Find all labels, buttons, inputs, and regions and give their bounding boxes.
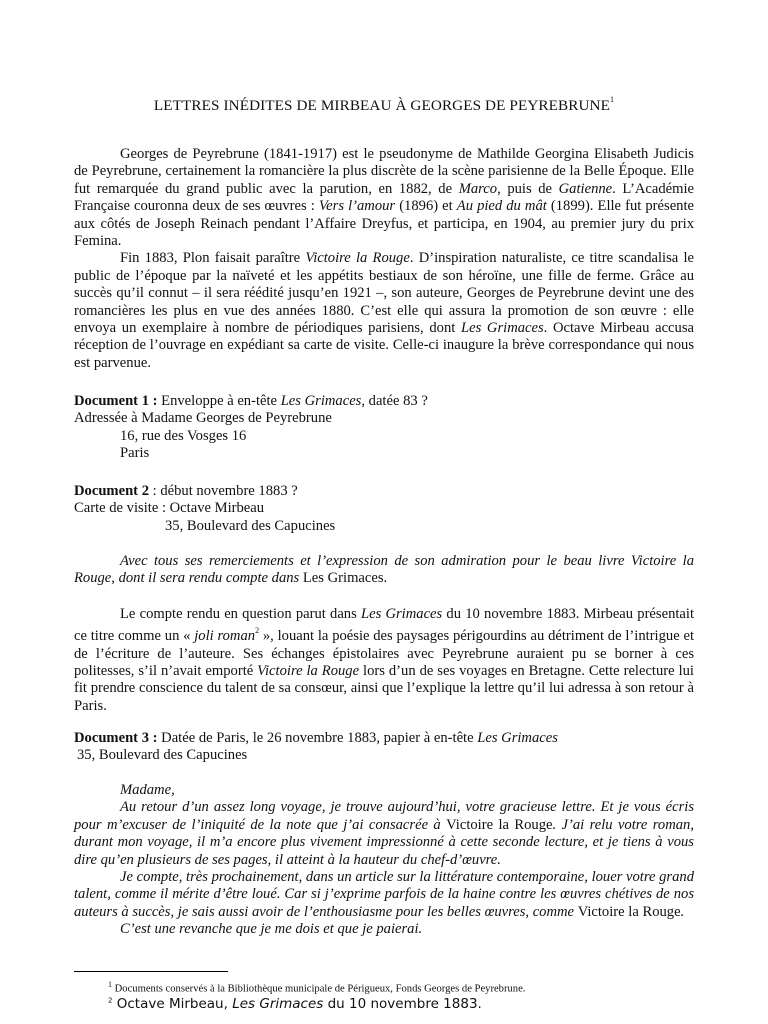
document-2-card: Carte de visite : Octave Mirbeau xyxy=(74,500,265,517)
document-3-heading: Document 3 : Datée de Paris, le 26 novembre 1883, papier à en-tête Les Grimaces xyxy=(74,730,558,746)
document-2-card-text: Avec tous ses remerciements et l’expression de son admiration pour le beau livre Victoire la Rouge, dont il sera rendu compte dans Les Grimaces. xyxy=(74,553,694,587)
document-1 xyxy=(74,393,694,463)
footnote-divider xyxy=(74,971,228,972)
intro-paragraph-2: Fin 1883, Plon faisait paraître Victoire la Rouge. D’inspiration naturaliste, ce titre scandalisa le public de l’époque par la naïveté et les appétits bestiaux de son héroïne, une fille de ferme. Grâce au succès qu’il connut – il sera réédité jusqu’en 1921 –, son auteure, Georges de Peyrebrune devint une des romancières les plus en vue des années 1880. C’est elle qui assura la promotion de son œuvre : elle envoya un exemplaire à nombre de périodiques parisiens, dont Les Grimaces. Octave Mirbeau accusa réception de l’ouvrage en expédiant sa carte de visite. Celle-ci inaugure la brève correspondance qui nous est parvenue. xyxy=(74,250,694,371)
letter-salutation: Madame, xyxy=(120,782,175,798)
letter-paragraph-1: Au retour d’un assez long voyage, je trouve aujourd’hui, votre gracieuse lettre. Et je vous écris pour m’excuser de l’iniquité de la note que j’ai consacrée à Victoire la Rouge. J’ai relu votre roman, durant mon voyage, il m’a encore plus vivement impressionné à cette seconde lecture, et je tiens à vous dire qu’en plusieurs de ses pages, il atteint à la hauteur du chef-d’œuvre. xyxy=(74,799,694,868)
footnote-ref-1[interactable]: 1 xyxy=(609,95,615,104)
letter-paragraph-3: C’est une revanche que je me dois et que je paierai. xyxy=(120,921,423,938)
document-1-heading: Document 1 : Enveloppe à en-tête Les Grimaces, datée 83 ? xyxy=(74,393,428,409)
document-2-card-address: 35, Boulevard des Capucines xyxy=(165,517,336,534)
document-1-address-city: Paris xyxy=(120,445,150,462)
intro-section xyxy=(74,146,694,372)
document-2 xyxy=(74,483,694,535)
document-2-heading: Document 2 : début novembre 1883 ? xyxy=(74,483,298,499)
footnote-ref-2[interactable]: 2 xyxy=(255,626,260,636)
letter-body xyxy=(74,782,694,939)
commentary-paragraph: Le compte rendu en question parut dans Les Grimaces du 10 novembre 1883. Mirbeau présentait ce titre comme un « joli roman$^2$ », louant la poésie des paysages périgourdins au détriment de l’intrigue et de l’écriture de l’auteure. Ses échanges épistolaires avec Peyrebrune auraient pu se borner à ces politesses, s’il n’avait emporté Victoire la Rouge lors d’un de ses voyages en Bretagne. Cette relecture lui fit prendre conscience du talent de sa consœur, ainsi que l’explique la lettre qu’il lui adressa à son retour à Paris. xyxy=(74,606,695,714)
letter-paragraph-2: Je compte, très prochainement, dans un article sur la littérature contemporaine, louer votre grand talent, comme il mérite d’être loué. Car si j’exprime parfois de la haine contre les œuvres chétives de nos auteurs à succès, je sais aussi avoir de l’enthousiasme pour les belles œuvres, comme Victoire la Rouge. xyxy=(74,869,694,920)
document-1-address-name: Adressée à Madame Georges de Peyrebrune xyxy=(74,410,332,427)
document-1-address-street: 16, rue des Vosges 16 xyxy=(120,427,247,444)
page-title: LETTRES INÉDITES DE MIRBEAU À GEORGES DE PEYREBRUNE$^1$ xyxy=(153,95,615,114)
intro-paragraph-1: Georges de Peyrebrune (1841-1917) est le pseudonyme de Mathilde Georgina Elisabeth Judicis de Peyrebrune, certainement la romancière la plus discrète de la scène parisienne de la Belle Époque. Elle fut remarquée du grand public avec la parution, en 1882, de Marco, puis de Gatienne. L’Académie Française couronna deux de ses œuvres : Vers l’amour (1896) et Au pied du mât (1899). Elle fut présente aux côtés de Joseph Reinach pendant l’Affaire Dreyfus, et participa, en 1904, au premier jury du prix Femina. xyxy=(74,146,694,250)
document-3-address: 35, Boulevard des Capucines xyxy=(77,747,248,764)
document-3 xyxy=(74,730,694,765)
footnote-2: $^2$ Octave Mirbeau, Les Grimaces du 10 novembre 1883. xyxy=(108,996,482,1012)
footnote-1: $^1$ Documents conservés à la Bibliothèque municipale de Périgueux, Fonds Georges de Peyrebrune. xyxy=(108,980,526,995)
